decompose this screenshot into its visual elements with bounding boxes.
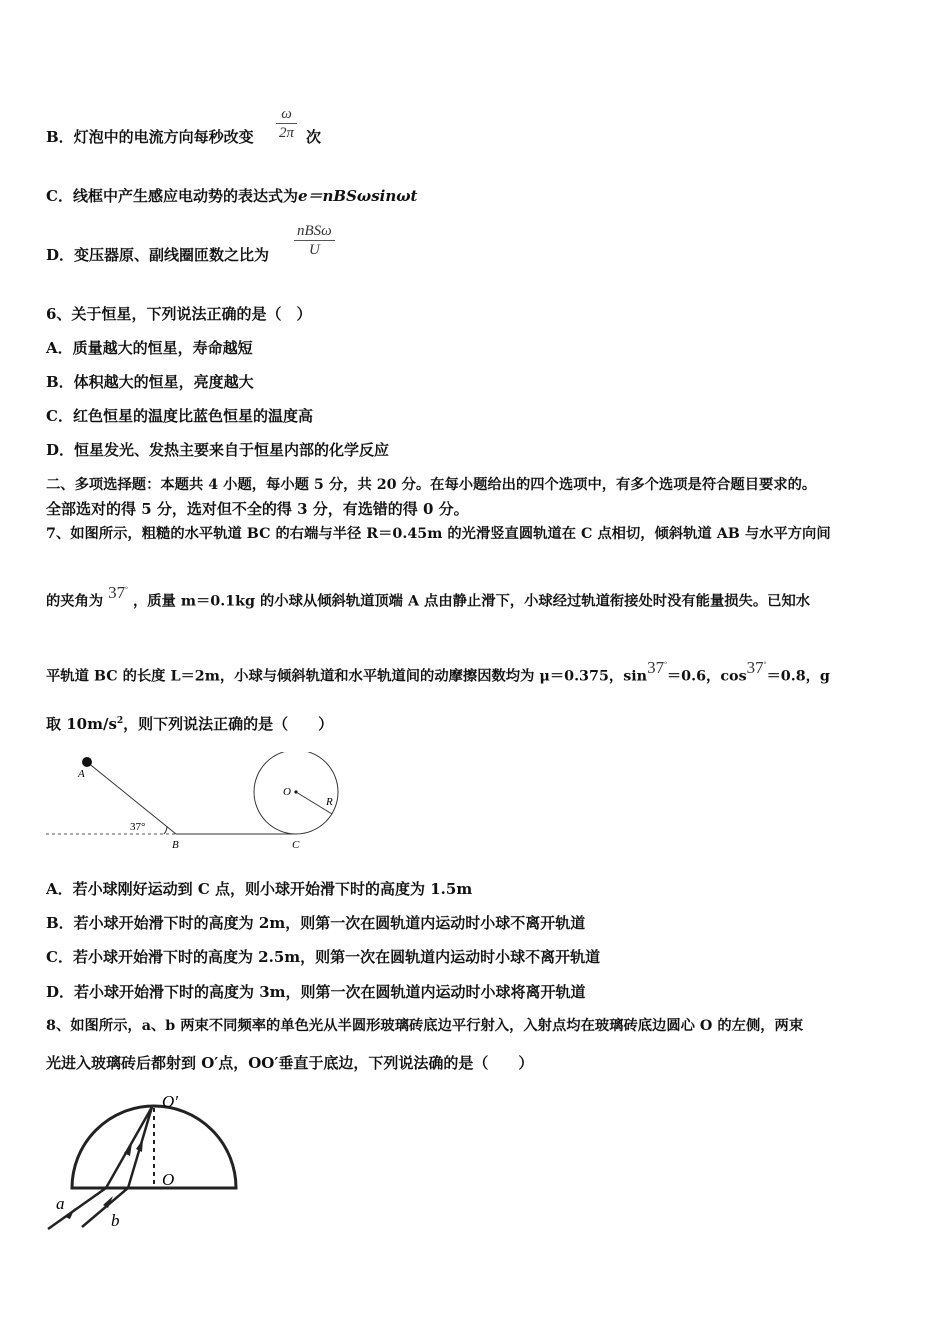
q5-option-d-fraction bbox=[294, 222, 335, 259]
q5-option-c-formula: e＝nBSωsinωt bbox=[297, 187, 418, 205]
ball bbox=[82, 757, 92, 767]
q7-line4-a: 取 10m/s bbox=[46, 715, 117, 733]
q7-line4 bbox=[46, 711, 333, 734]
angle-value: 37 bbox=[108, 582, 126, 602]
q5-option-c bbox=[46, 186, 417, 206]
q5-option-b bbox=[46, 127, 254, 147]
section2-heading-line2: 全部选对的得 5 分，选对但不全的得 3 分，有选错的得 0 分。 bbox=[46, 500, 469, 518]
q7-line2-b: ，质量 m＝0.1kg 的小球从倾斜轨道顶端 A 点由静止滑下，小球经过轨道衔接处时没有能量损失。已知水 bbox=[132, 593, 811, 610]
label-angle: 37° bbox=[130, 821, 146, 833]
q7-line3-b: ＝0.6，cos bbox=[666, 668, 747, 685]
angle-arc bbox=[164, 826, 167, 834]
label-b: b bbox=[111, 1211, 120, 1230]
q6-option-d: D．恒星发光、发热主要来自于恒星内部的化学反应 bbox=[46, 441, 390, 459]
fraction-numerator: ω bbox=[281, 106, 292, 122]
q5-option-d bbox=[46, 245, 269, 265]
q5-option-d-text: D．变压器原、副线圈匝数之比为 bbox=[46, 246, 270, 264]
angle-value: 37 bbox=[647, 657, 665, 677]
q7-option-b: B．若小球开始滑下时的高度为 2m，则第一次在圆轨道内运动时小球不离开轨道 bbox=[46, 914, 586, 932]
exponent: 2 bbox=[116, 716, 124, 726]
q5-option-b-text: B．灯泡中的电流方向每秒改变 bbox=[46, 128, 254, 146]
q8-line1: 8、如图所示，a、b 两束不同频率的单色光从半圆形玻璃砖底边平行射入，入射点均在玻璃砖底边圆心 O 的左侧，两束 bbox=[46, 1018, 804, 1034]
angle-37-sin: 37° bbox=[647, 657, 667, 677]
fraction-denominator: U bbox=[308, 242, 320, 258]
q5-option-b-suffix: 次 bbox=[306, 128, 322, 146]
label-a: a bbox=[56, 1194, 65, 1213]
q6-option-a: A．质量越大的恒星，寿命越短 bbox=[46, 339, 253, 357]
angle-37: 37° bbox=[108, 582, 128, 602]
q7-line3-c: ＝0.8，g bbox=[766, 668, 830, 685]
angle-value: 37 bbox=[746, 657, 764, 677]
fraction-numerator: nBSω bbox=[297, 223, 332, 239]
arrow-a-incident bbox=[65, 1208, 75, 1219]
q5-option-b-fraction bbox=[276, 105, 297, 142]
q6-option-b: B．体积越大的恒星，亮度越大 bbox=[46, 373, 254, 391]
label-c: C bbox=[292, 839, 300, 851]
q7-figure bbox=[46, 752, 346, 854]
label-o-prime: O′ bbox=[162, 1092, 178, 1111]
arrow-b-refracted bbox=[136, 1139, 143, 1152]
q7-line2 bbox=[46, 582, 811, 612]
ray-b-incident bbox=[82, 1188, 128, 1227]
q5-option-c-text: C．线框中产生感应电动势的表达式为 bbox=[46, 187, 298, 205]
label-a: A bbox=[78, 768, 85, 780]
label-b: B bbox=[172, 839, 179, 851]
q7-line1: 7、如图所示，粗糙的水平轨道 BC 的右端与半径 R＝0.45m 的光滑竖直圆轨道在 C 点相切，倾斜轨道 AB 与水平方向间 bbox=[46, 526, 831, 542]
q8-line2: 光进入玻璃砖后都射到 O′点，OO′垂直于底边，下列说法确的是（ ） bbox=[46, 1054, 534, 1072]
fraction-denominator: 2π bbox=[279, 125, 295, 141]
q7-option-d: D．若小球开始滑下时的高度为 3m，则第一次在圆轨道内运动时小球将离开轨道 bbox=[46, 983, 586, 1001]
q7-line3-a: 平轨道 BC 的长度 L＝2m，小球与倾斜轨道和水平轨道间的动摩擦因数均为 μ＝0.375，sin bbox=[46, 668, 648, 685]
q6-stem: 6、关于恒星，下列说法正确的是（ ） bbox=[46, 305, 312, 323]
q7-option-c: C．若小球开始滑下时的高度为 2.5m，则第一次在圆轨道内运动时小球不离开轨道 bbox=[46, 948, 601, 966]
q7-line4-b: ，则下列说法正确的是（ ） bbox=[123, 715, 334, 733]
angle-37-cos: 37° bbox=[746, 657, 767, 677]
q7-line2-a: 的夹角为 bbox=[46, 593, 104, 610]
q7-option-a: A．若小球刚好运动到 C 点，则小球开始滑下时的高度为 1.5m bbox=[46, 880, 473, 898]
label-o: O bbox=[162, 1170, 175, 1189]
q8-figure bbox=[44, 1085, 244, 1235]
q6-option-c: C．红色恒星的温度比蓝色恒星的温度高 bbox=[46, 407, 313, 425]
section2-heading-line1: 二、多项选择题：本题共 4 小题，每小题 5 分，共 20 分。在每小题给出的四个选项中，有多个选项是符合题目要求的。 bbox=[46, 477, 817, 493]
label-o: O bbox=[283, 786, 291, 798]
label-r: R bbox=[326, 796, 333, 808]
q7-line3 bbox=[46, 657, 830, 687]
